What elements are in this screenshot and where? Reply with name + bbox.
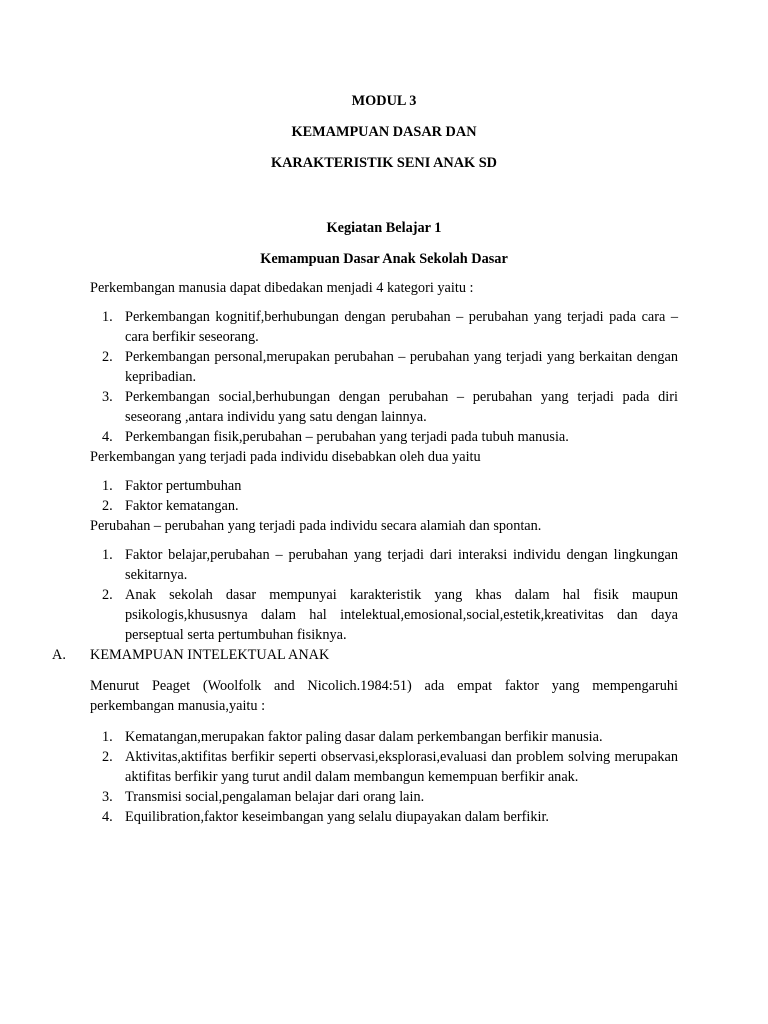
topic-heading: Kemampuan Dasar Anak Sekolah Dasar bbox=[260, 251, 508, 267]
development-causes-list bbox=[90, 476, 678, 516]
learning-factors-list bbox=[90, 545, 678, 645]
list-item bbox=[90, 787, 678, 807]
natural-changes-paragraph: Perubahan – perubahan yang terjadi pada individu secara alamiah dan spontan. bbox=[90, 518, 542, 534]
list-item-text: Transmisi social,pengalaman belajar dari orang lain. bbox=[125, 789, 425, 805]
section-a-heading bbox=[52, 645, 678, 665]
list-item bbox=[90, 427, 678, 447]
list-item bbox=[90, 307, 678, 347]
list-number: 4. bbox=[102, 809, 113, 825]
list-number: 2. bbox=[102, 587, 113, 603]
list-item bbox=[90, 807, 678, 827]
intro-paragraph: Perkembangan manusia dapat dibedakan menjadi 4 kategori yaitu : bbox=[90, 280, 474, 296]
list-number: 4. bbox=[102, 429, 113, 445]
piaget-factors-list bbox=[90, 727, 678, 827]
piaget-factors-paragraph: Menurut Peaget (Woolfolk and Nicolich.1984:51) ada empat faktor yang mempengaruhi perkembangan manusia,yaitu : bbox=[90, 678, 678, 714]
list-item bbox=[90, 747, 678, 787]
list-number: 2. bbox=[102, 349, 113, 365]
list-number: 1. bbox=[102, 478, 113, 494]
list-item-text: Perkembangan fisik,perubahan – perubahan yang terjadi pada tubuh manusia. bbox=[125, 429, 569, 445]
list-number: 2. bbox=[102, 749, 113, 765]
list-item-text: Perkembangan kognitif,berhubungan dengan perubahan – perubahan yang terjadi pada cara – cara berfikir seseorang. bbox=[125, 309, 678, 345]
list-item bbox=[90, 727, 678, 747]
list-item-text: Aktivitas,aktifitas berfikir seperti observasi,eksplorasi,evaluasi dan problem solving merupakan aktifitas berfikir yang turut andil dalam membangun kemempuan berfikir anak. bbox=[125, 749, 678, 785]
development-causes-paragraph: Perkembangan yang terjadi pada individu disebabkan oleh dua yaitu bbox=[90, 449, 481, 465]
section-letter: A. bbox=[52, 647, 66, 663]
module-title-line-3: KARAKTERISTIK SENI ANAK SD bbox=[270, 155, 498, 171]
module-title: MODUL 3 bbox=[351, 93, 417, 109]
list-item bbox=[90, 545, 678, 585]
list-number: 3. bbox=[102, 789, 113, 805]
list-item-text: Perkembangan social,berhubungan dengan perubahan – perubahan yang terjadi pada diri seseorang ,antara individu yang satu dengan lainnya. bbox=[125, 389, 678, 425]
document-content bbox=[52, 91, 678, 827]
list-number: 3. bbox=[102, 389, 113, 405]
list-item-text: Kematangan,merupakan faktor paling dasar dalam perkembangan berfikir manusia. bbox=[125, 729, 603, 745]
section-heading-text: KEMAMPUAN INTELEKTUAL ANAK bbox=[90, 647, 330, 663]
list-number: 1. bbox=[102, 309, 113, 325]
activity-heading: Kegiatan Belajar 1 bbox=[326, 220, 442, 236]
list-item-text: Faktor kematangan. bbox=[125, 498, 239, 514]
list-item-text: Perkembangan personal,merupakan perubahan – perubahan yang terjadi yang berkaitan dengan kepribadian. bbox=[125, 349, 678, 385]
list-item bbox=[90, 496, 678, 516]
list-item-text: Faktor belajar,perubahan – perubahan yang terjadi dari interaksi individu dengan lingkungan sekitarnya. bbox=[125, 547, 678, 583]
list-number: 2. bbox=[102, 498, 113, 514]
list-item-text: Anak sekolah dasar mempunyai karakteristik yang khas dalam hal fisik maupun psikologis,khususnya dalam hal intelektual,emosional,social,estetik,kreativitas dan daya perseptual serta pertumbuhan fisiknya. bbox=[125, 587, 678, 643]
list-item bbox=[90, 387, 678, 427]
list-number: 1. bbox=[102, 547, 113, 563]
module-title-line-2: KEMAMPUAN DASAR DAN bbox=[291, 124, 477, 140]
list-item bbox=[90, 347, 678, 387]
list-item-text: Faktor pertumbuhan bbox=[125, 478, 242, 494]
list-item bbox=[90, 585, 678, 645]
list-item bbox=[90, 476, 678, 496]
list-number: 1. bbox=[102, 729, 113, 745]
list-item-text: Equilibration,faktor keseimbangan yang selalu diupayakan dalam berfikir. bbox=[125, 809, 550, 825]
development-categories-list bbox=[90, 307, 678, 447]
